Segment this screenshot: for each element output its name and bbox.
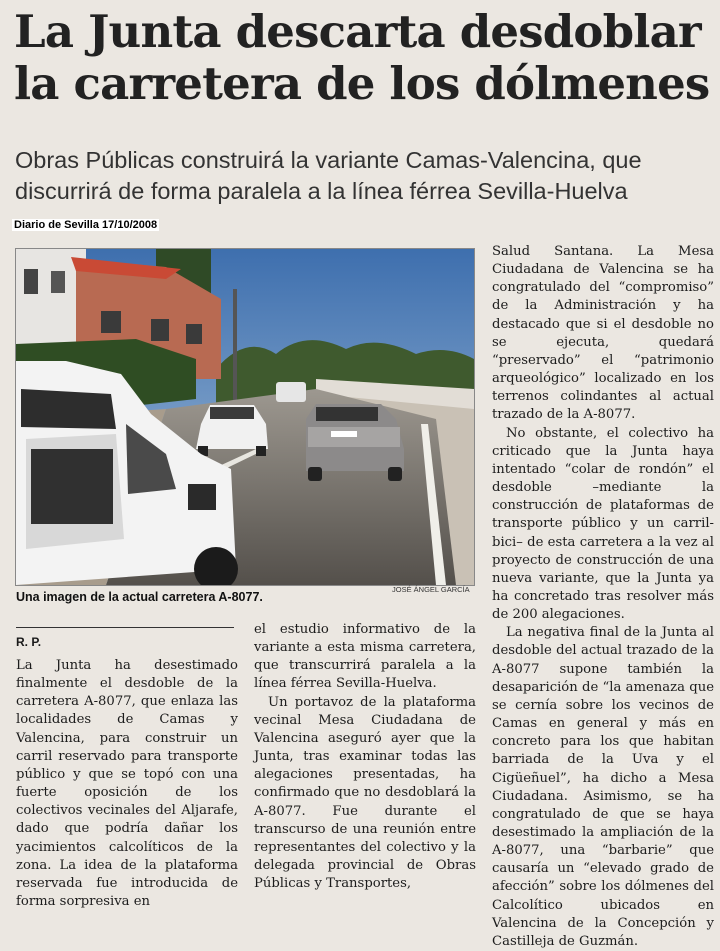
- photo-credit: JOSÉ ÁNGEL GARCÍA: [392, 585, 470, 594]
- byline-divider: [16, 627, 234, 628]
- road-photo: [15, 248, 475, 586]
- subheadline: Obras Públicas construirá la variante Camas-Valencina, que discurrirá de forma paralela a la línea férrea Sevilla-Huelva: [15, 147, 642, 204]
- body-column-1: [16, 657, 238, 911]
- byline: R. P.: [16, 635, 42, 649]
- body-paragraph: No obstante, el colectivo ha criticado que la Junta haya intentado “colar de rondón” el desdoble –mediante la construcción de plataformas de transporte público y un carril-bici– de esta carretera a la vez al proyecto de construcción de una nueva variante, que la Junta ya ha concretado tras resolver más de 200 alegaciones.: [492, 425, 714, 623]
- body-paragraph: Un portavoz de la plataforma vecinal Mesa Ciudadana de Valencina aseguró ayer que la Junta, tras examinar todas las alegaciones presentadas, ha confirmado que no desdoblará la A-8077. Fue durante el transcurso de una reunión entre representantes del colectivo y la delegada provincial de Obras Públicas y Transportes,: [254, 694, 476, 892]
- body-paragraph: La Junta ha desestimado finalmente el desdoble de la carretera A-8077, que enlaza las localidades de Camas y Valencina, para construir un carril reservado para transporte público y que se topó con una fuerte oposición de los colectivos vecinales del Aljarafe, dado que podría dañar los yacimientos calcolíticos de la zona. La idea de la plataforma reservada fue introducida de forma sorpresiva en: [16, 658, 238, 910]
- headline: La Junta descarta desdoblar la carretera de los dólmenes: [14, 5, 710, 110]
- photo-caption: Una imagen de la actual carretera A-8077.: [16, 590, 263, 604]
- body-paragraph: La negativa final de la Junta al desdoble del actual trazado de la A-8077 supone también la desaparición de “la amenaza que se cernía sobre los vecinos de Camas en general y más en concreto para los que habitan barriada de la Uva y el Cigüeñuel”, ha dicho a Mesa Ciudadana. Asimismo, se ha congratulado de que se haya desestimado la ampliación de la A-8077, una “barbarie” que causaría un “elevado grado de afección” sobre los dólmenes del Calcolítico ubicados en Valencina de la Concepción y Castilleja de Guzmán.: [492, 625, 714, 949]
- body-column-2: [254, 621, 476, 893]
- body-column-3: [492, 243, 714, 951]
- source-label: Diario de Sevilla 17/10/2008: [14, 219, 158, 231]
- body-paragraph: Salud Santana. La Mesa Ciudadana de Valencina se ha congratulado del “compromiso” de la Administración y ha destacado que si el desdoble no se ejecuta, quedará “preservado” el “patrimonio arqueológico” localizado en los terrenos colindantes al actual trazado de la A-8077.: [492, 244, 714, 423]
- body-paragraph: el estudio informativo de la variante a esta misma carretera, que transcurrirá paralela a la línea férrea Sevilla-Huelva.: [254, 622, 476, 692]
